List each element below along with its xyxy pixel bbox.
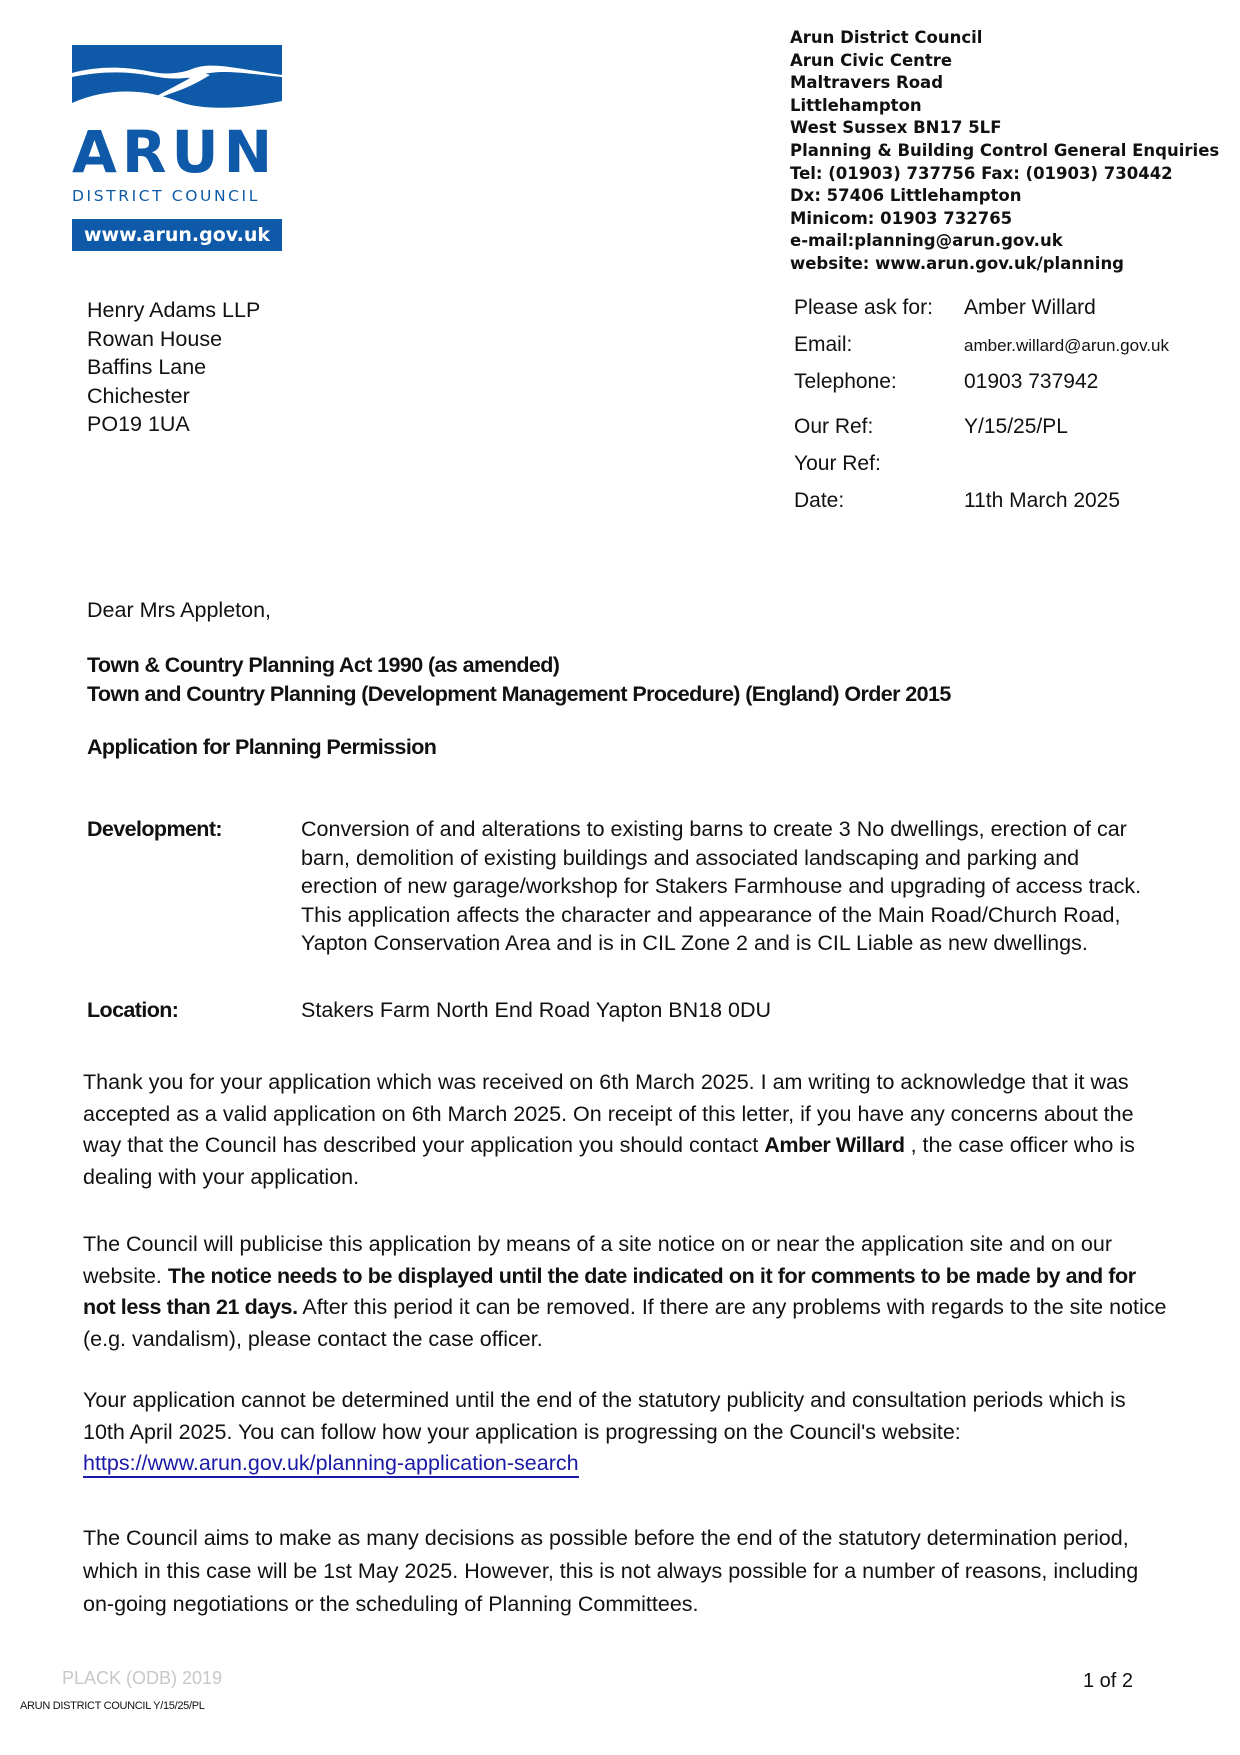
development-description: Conversion of and alterations to existing barns to create 3 No dwellings, erection of car barn, demolition of existing buildings and associated landscaping and parking and erection of new garage/workshop for Stakers Farmhouse and upgrading of access track. This application affects the character and appearance of the Main Road/Church Road, Yapton Conservation Area and is in CIL Zone 2 and is CIL Liable as new dwellings. xyxy=(301,817,1142,956)
date-value: 11th March 2025 xyxy=(964,489,1121,512)
planning-search-link[interactable]: https://www.arun.gov.uk/planning-application-search xyxy=(83,1451,579,1478)
council-name: Arun District Council xyxy=(790,28,983,47)
council-street: Maltravers Road xyxy=(790,73,944,93)
logo-subtitle: DISTRICT COUNCIL xyxy=(72,187,260,205)
council-address xyxy=(790,27,1219,276)
recipient-line: Baffins Lane xyxy=(87,355,207,379)
site-notice-emphasis: The notice needs to be displayed until the date indicated on it for comments to be made by and for not less than 21 days. xyxy=(83,1263,1136,1319)
recipient-line: PO19 1UA xyxy=(87,412,190,436)
logo-url-banner: www.arun.gov.uk xyxy=(72,219,282,251)
paragraph-determination xyxy=(83,1385,1173,1480)
council-website: website: www.arun.gov.uk/planning xyxy=(790,253,1124,273)
paragraph-text: The Council will publicise this application by means of a site notice on or near the application site and on our website. xyxy=(83,1232,1113,1288)
footer-reference: ARUN DISTRICT COUNCIL Y/15/25/PL xyxy=(20,1700,205,1712)
paragraph-decision-timeline: The Council aims to make as many decisions as possible before the end of the statutory determination period, which in this case will be 1st May 2025. However, this is not always possible for a number of reasons, including on-going negotiations or the scheduling of Planning Committees. xyxy=(83,1526,1139,1616)
paragraph-text: Thank you for your application which was received on 6th March 2025. I am writing to acknowledge that it was accepted as a valid application on 6th March 2025. On receipt of this letter, if you have any concerns about the way that the Council has described your application you should contact xyxy=(83,1070,1134,1157)
heading-order: Town and Country Planning (Development Management Procedure) (England) Order 2015 xyxy=(87,682,951,706)
email-value: amber.willard@arun.gov.uk xyxy=(964,336,1169,355)
council-county-postcode: West Sussex BN17 5LF xyxy=(790,118,1002,138)
paragraph-text: , the case officer who is dealing with your application. xyxy=(83,1133,1135,1189)
council-minicom: Minicom: 01903 732765 xyxy=(790,208,1013,228)
ask-for-label: Please ask for: xyxy=(794,296,933,319)
council-tel-fax: Tel: (01903) 737756 Fax: (01903) 730442 xyxy=(790,163,1173,183)
page-number: 1 of 2 xyxy=(1083,1670,1134,1692)
form-code: PLACK (ODB) 2019 xyxy=(62,1668,223,1688)
council-dx: Dx: 57406 Littlehampton xyxy=(790,186,1022,206)
date-label: Date: xyxy=(794,489,845,512)
salutation: Dear Mrs Appleton, xyxy=(87,598,272,622)
recipient-line: Henry Adams LLP xyxy=(87,298,261,322)
heading-application: Application for Planning Permission xyxy=(87,735,437,759)
heading-act: Town & Country Planning Act 1990 (as amended) xyxy=(87,653,560,677)
location-value: Stakers Farm North End Road Yapton BN18 0DU xyxy=(301,998,772,1022)
email-label: Email: xyxy=(794,333,853,356)
telephone-value: 01903 737942 xyxy=(964,370,1099,393)
our-ref-value: Y/15/25/PL xyxy=(964,415,1068,438)
logo-wordmark: ARUN xyxy=(72,118,278,186)
case-officer-name: Amber Willard xyxy=(764,1133,905,1157)
recipient-line: Chichester xyxy=(87,383,190,408)
our-ref-label: Our Ref: xyxy=(794,415,874,438)
your-ref-label: Your Ref: xyxy=(794,452,881,475)
council-email: e-mail:planning@arun.gov.uk xyxy=(790,231,1063,251)
development-label: Development: xyxy=(87,817,222,841)
recipient-address xyxy=(87,296,260,439)
arun-logo xyxy=(72,45,282,251)
council-town: Littlehampton xyxy=(790,95,922,115)
paragraph-acknowledgement xyxy=(83,1067,1173,1193)
recipient-line: Rowan House xyxy=(87,326,223,351)
council-department: Planning & Building Control General Enquiries xyxy=(790,140,1220,160)
paragraph-site-notice xyxy=(83,1229,1173,1355)
telephone-label: Telephone: xyxy=(794,370,897,393)
paragraph-text: After this period it can be removed. If there are any problems with regards to the site notice (e.g. vandalism), please contact the case officer. xyxy=(83,1295,1167,1351)
paragraph-text: Your application cannot be determined until the end of the statutory publicity and consultation periods which is 10th April 2025. You can follow how your application is progressing on the Council's website: xyxy=(83,1388,1126,1444)
ask-for-value: Amber Willard xyxy=(964,296,1096,319)
seagull-wave-icon xyxy=(72,45,282,113)
council-building: Arun Civic Centre xyxy=(790,50,953,70)
location-label: Location: xyxy=(87,998,179,1022)
